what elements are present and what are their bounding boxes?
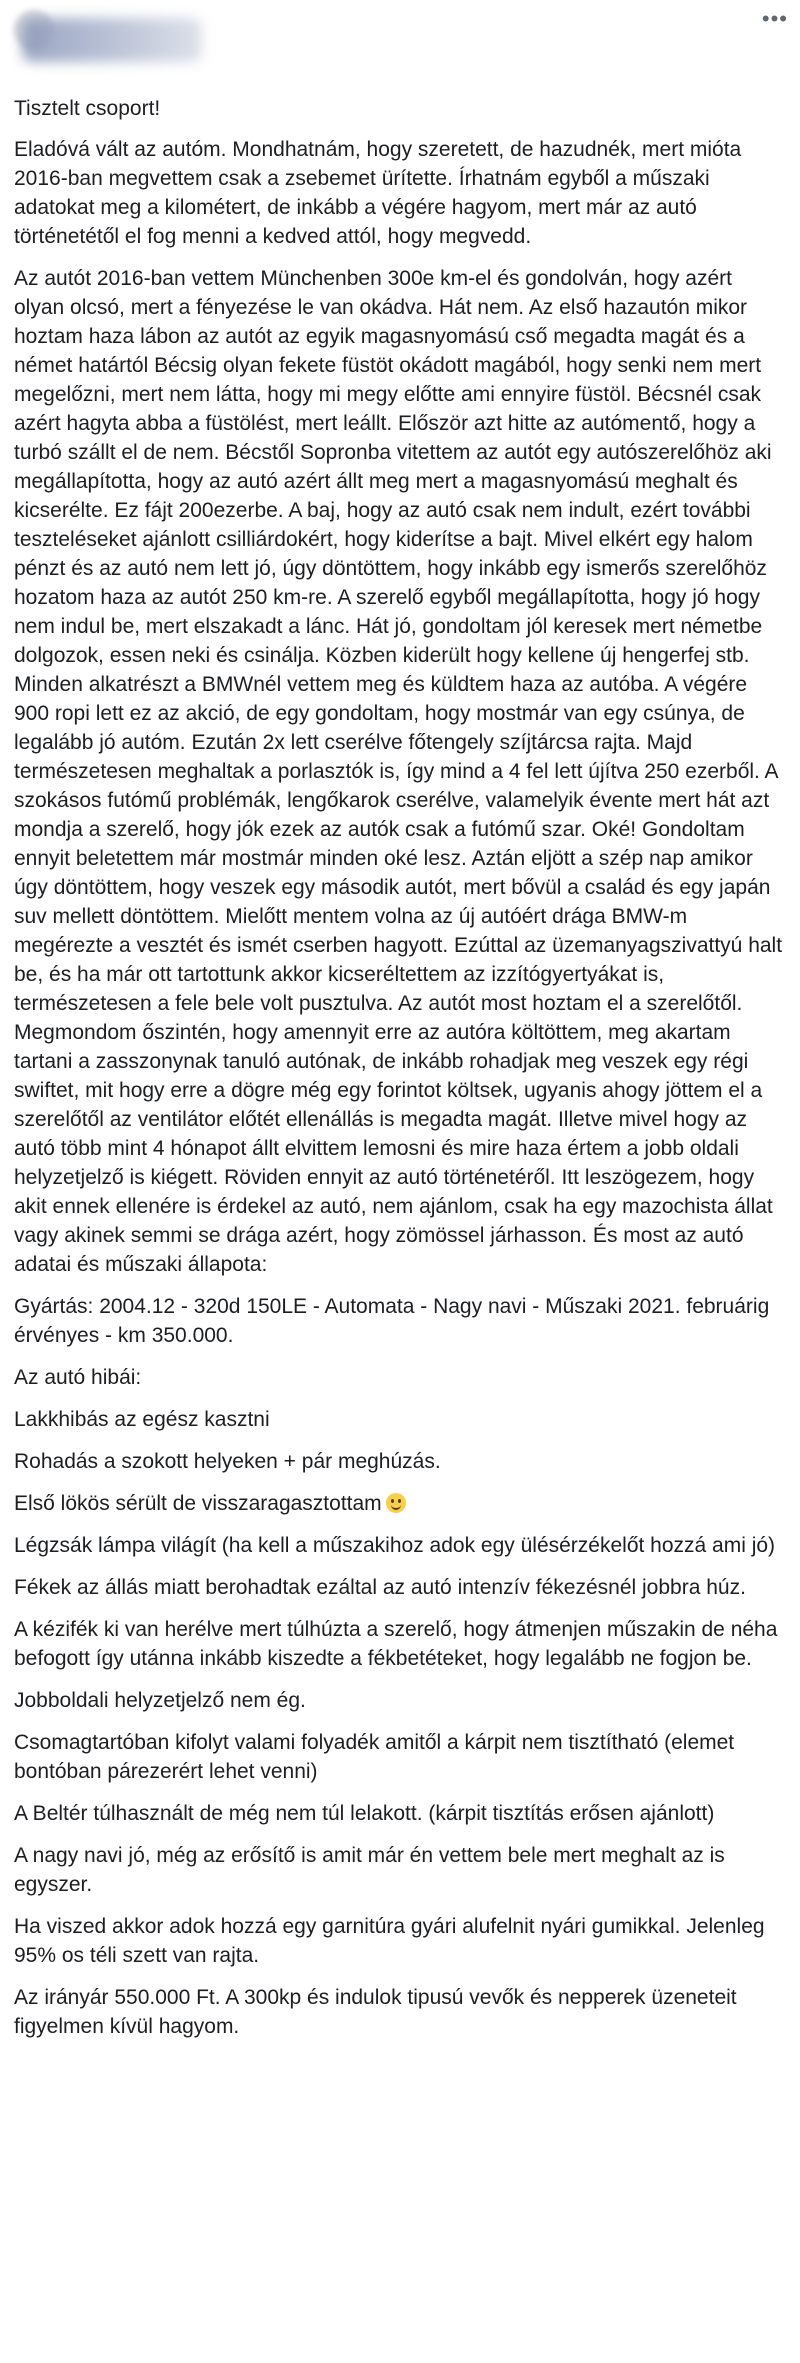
defects-heading: Az autó hibái: — [14, 1366, 142, 1389]
slightly-smiling-face-icon — [386, 1493, 406, 1513]
post-body — [14, 94, 786, 2054]
history-paragraph: Az autót 2016-ban vettem Münchenben 300e km-el és gondolván, hogy azért olyan olcsó, mert a fényezése le van okádva. Hát nem. Az első hazautón mikor hoztam haza lábon az autót az egyik magasnyomású cső megadta magát és a német határtól Bécsig olyan fekete füstöt okádott magából, hogy senki nem mert megelőzni, mert nem látta, hogy mi megy előtte ami ennyire füstöl. Bécsnél csak azért hagyta abba a füstölést, mert leállt. Először azt hitte az autómentő, hogy a turbó szállt el de nem. Bécstől Sopronba vitettem az autót egy autószerelőhöz aki megállapította, hogy az autó azért állt meg mert a magasnyomású meghalt és kicserélte. Ez fájt 200ezerbe. A baj, hogy az autó csak nem indult, ezért további teszteléseket ajánlott csilliárdokért, hogy kiderítse a bajt. Mivel elkért egy halom pénzt és az autó nem lett jó, úgy döntöttem, hogy inkább egy ismerős szerelőhöz hozatom haza az autót 250 km-re. A szerelő egyből megállapította, hogy jó hogy nem indul be, mert elszakadt a lánc. Hát jó, gondoltam jól keresek mert németbe dolgozok, essen neki és csinálja. Közben kiderült hogy kellene új hengerfej stb. Minden alkatrészt a BMWnél vettem meg és küldtem haza az autóba. A végére 900 ropi lett ez az akció, de egy gondoltam, hogy mostmár van egy csúnya, de legalább jó autóm. Ezután 2x lett cserélve főtengely szíjtárcsa rajta. Majd természetesen meghaltak a porlasztók is, így mind a 4 fel lett újítva 250 ezerből. A szokásos futómű problémák, lengőkarok cserélve, valamelyik évente mert hát azt mondja a szerelő, hogy jók ezek az autók csak a futómű szar. Oké! Gondoltam ennyit beletettem már mostmár minden oké lesz. Aztán eljött a szép nap amikor úgy döntöttem, hogy veszek egy második autót, mert bővül a család és egy japán suv mellett döntöttem. Mielőtt mentem volna az új autóért drága BMW-m megérezte a vesztét és ismét cserben hagyott. Ezúttal az üzemanyagszivattyú halt be, és ha már ott tartottunk akkor kicseréltettem az izzítógyertyákat is, természetesen a fele bele volt pusztulva. Az autót most hoztam el a szerelőtől. Megmondom őszintén, hogy amennyit erre az autóra költöttem, meg akartam tartani a zasszonynak tanuló autónak, de inkább rohadjak meg veszek egy régi swiftet, mit hogy erre a dögre még egy forintot költsek, ugyanis ahogy jöttem el a szerelőtől az ventilátor előtét ellenállás is megadta magát. Illetve mivel hogy az autó több mint 4 hónapot állt elvittem lemosni és mire haza értem a jobb oldali helyzetjelző is kiégett. Röviden ennyit az autó történetéről. Itt leszögezem, hogy akit ennek ellenére is érdekel az autó, nem ajánlom, csak ha egy mazochista állat vagy akinek semmi se drága azért, hogy zömössel járhasson. És most az autó adatai és műszaki állapota: — [14, 267, 783, 1276]
more-options-icon[interactable]: ••• — [761, 6, 788, 31]
bumper-text: Első lökös sérült de visszaragasztottam — [14, 1492, 382, 1515]
greeting: Tisztelt csoport! — [14, 97, 161, 120]
defect-item: Rohadás a szokott helyeken + pár meghúzás. — [14, 1450, 441, 1473]
redacted-author-name — [22, 18, 202, 62]
extras-paragraph: Ha viszed akkor adok hozzá egy garnitúra gyári alufelnit nyári gumikkal. Jelenleg 95% os téli szett van rajta. — [14, 1915, 765, 1967]
defect-item: Légzsák lámpa világít (ha kell a műszakihoz adok egy ülésérzékelőt hozzá ami jó) — [14, 1534, 776, 1557]
intro-paragraph: Eladóvá vált az autóm. Mondhatnám, hogy szeretett, de hazudnék, mert mióta 2016-ban megvettem csak a zsebemet ürítette. Írhatnám egyből a műszaki adatokat meg a kilométert, de inkább a végére hagyom, mert már az autó történetétől el fog menni a kedved attól, hogy megvedd. — [14, 138, 742, 248]
defect-item: Csomagtartóban kifolyt valami folyadék amitől a kárpit nem tisztítható (elemet bontóban párezerért lehet venni) — [14, 1731, 735, 1783]
specs-paragraph: Gyártás: 2004.12 - 320d 150LE - Automata - Nagy navi - Műszaki 2021. februárig érvényes - km 350.000. — [14, 1295, 770, 1347]
defect-item: A Beltér túlhasznált de még nem túl lelakott. (kárpit tisztítás erősen ajánlott) — [14, 1802, 715, 1825]
defect-item: A nagy navi jó, még az erősítő is amit már én vettem bele mert meghalt az is egyszer. — [14, 1844, 725, 1896]
defect-item: Lakkhibás az egész kasztni — [14, 1408, 270, 1431]
defect-item: A kézifék ki van herélve mert túlhúzta a szerelő, hogy átmenjen műszakin de néha befogott így utánna inkább kiszedte a fékbetéteket, hogy legalább ne fogjon be. — [14, 1618, 778, 1670]
defect-item: Jobboldali helyzetjelző nem ég. — [14, 1689, 306, 1712]
post-header — [0, 0, 800, 80]
defect-item — [14, 1489, 786, 1518]
price-paragraph: Az irányár 550.000 Ft. A 300kp és indulok tipusú vevők és nepperek üzeneteit figyelmen kívül hagyom. — [14, 1986, 737, 2038]
defect-item: Fékek az állás miatt berohadtak ezáltal az autó intenzív fékezésnél jobbra húz. — [14, 1576, 746, 1599]
